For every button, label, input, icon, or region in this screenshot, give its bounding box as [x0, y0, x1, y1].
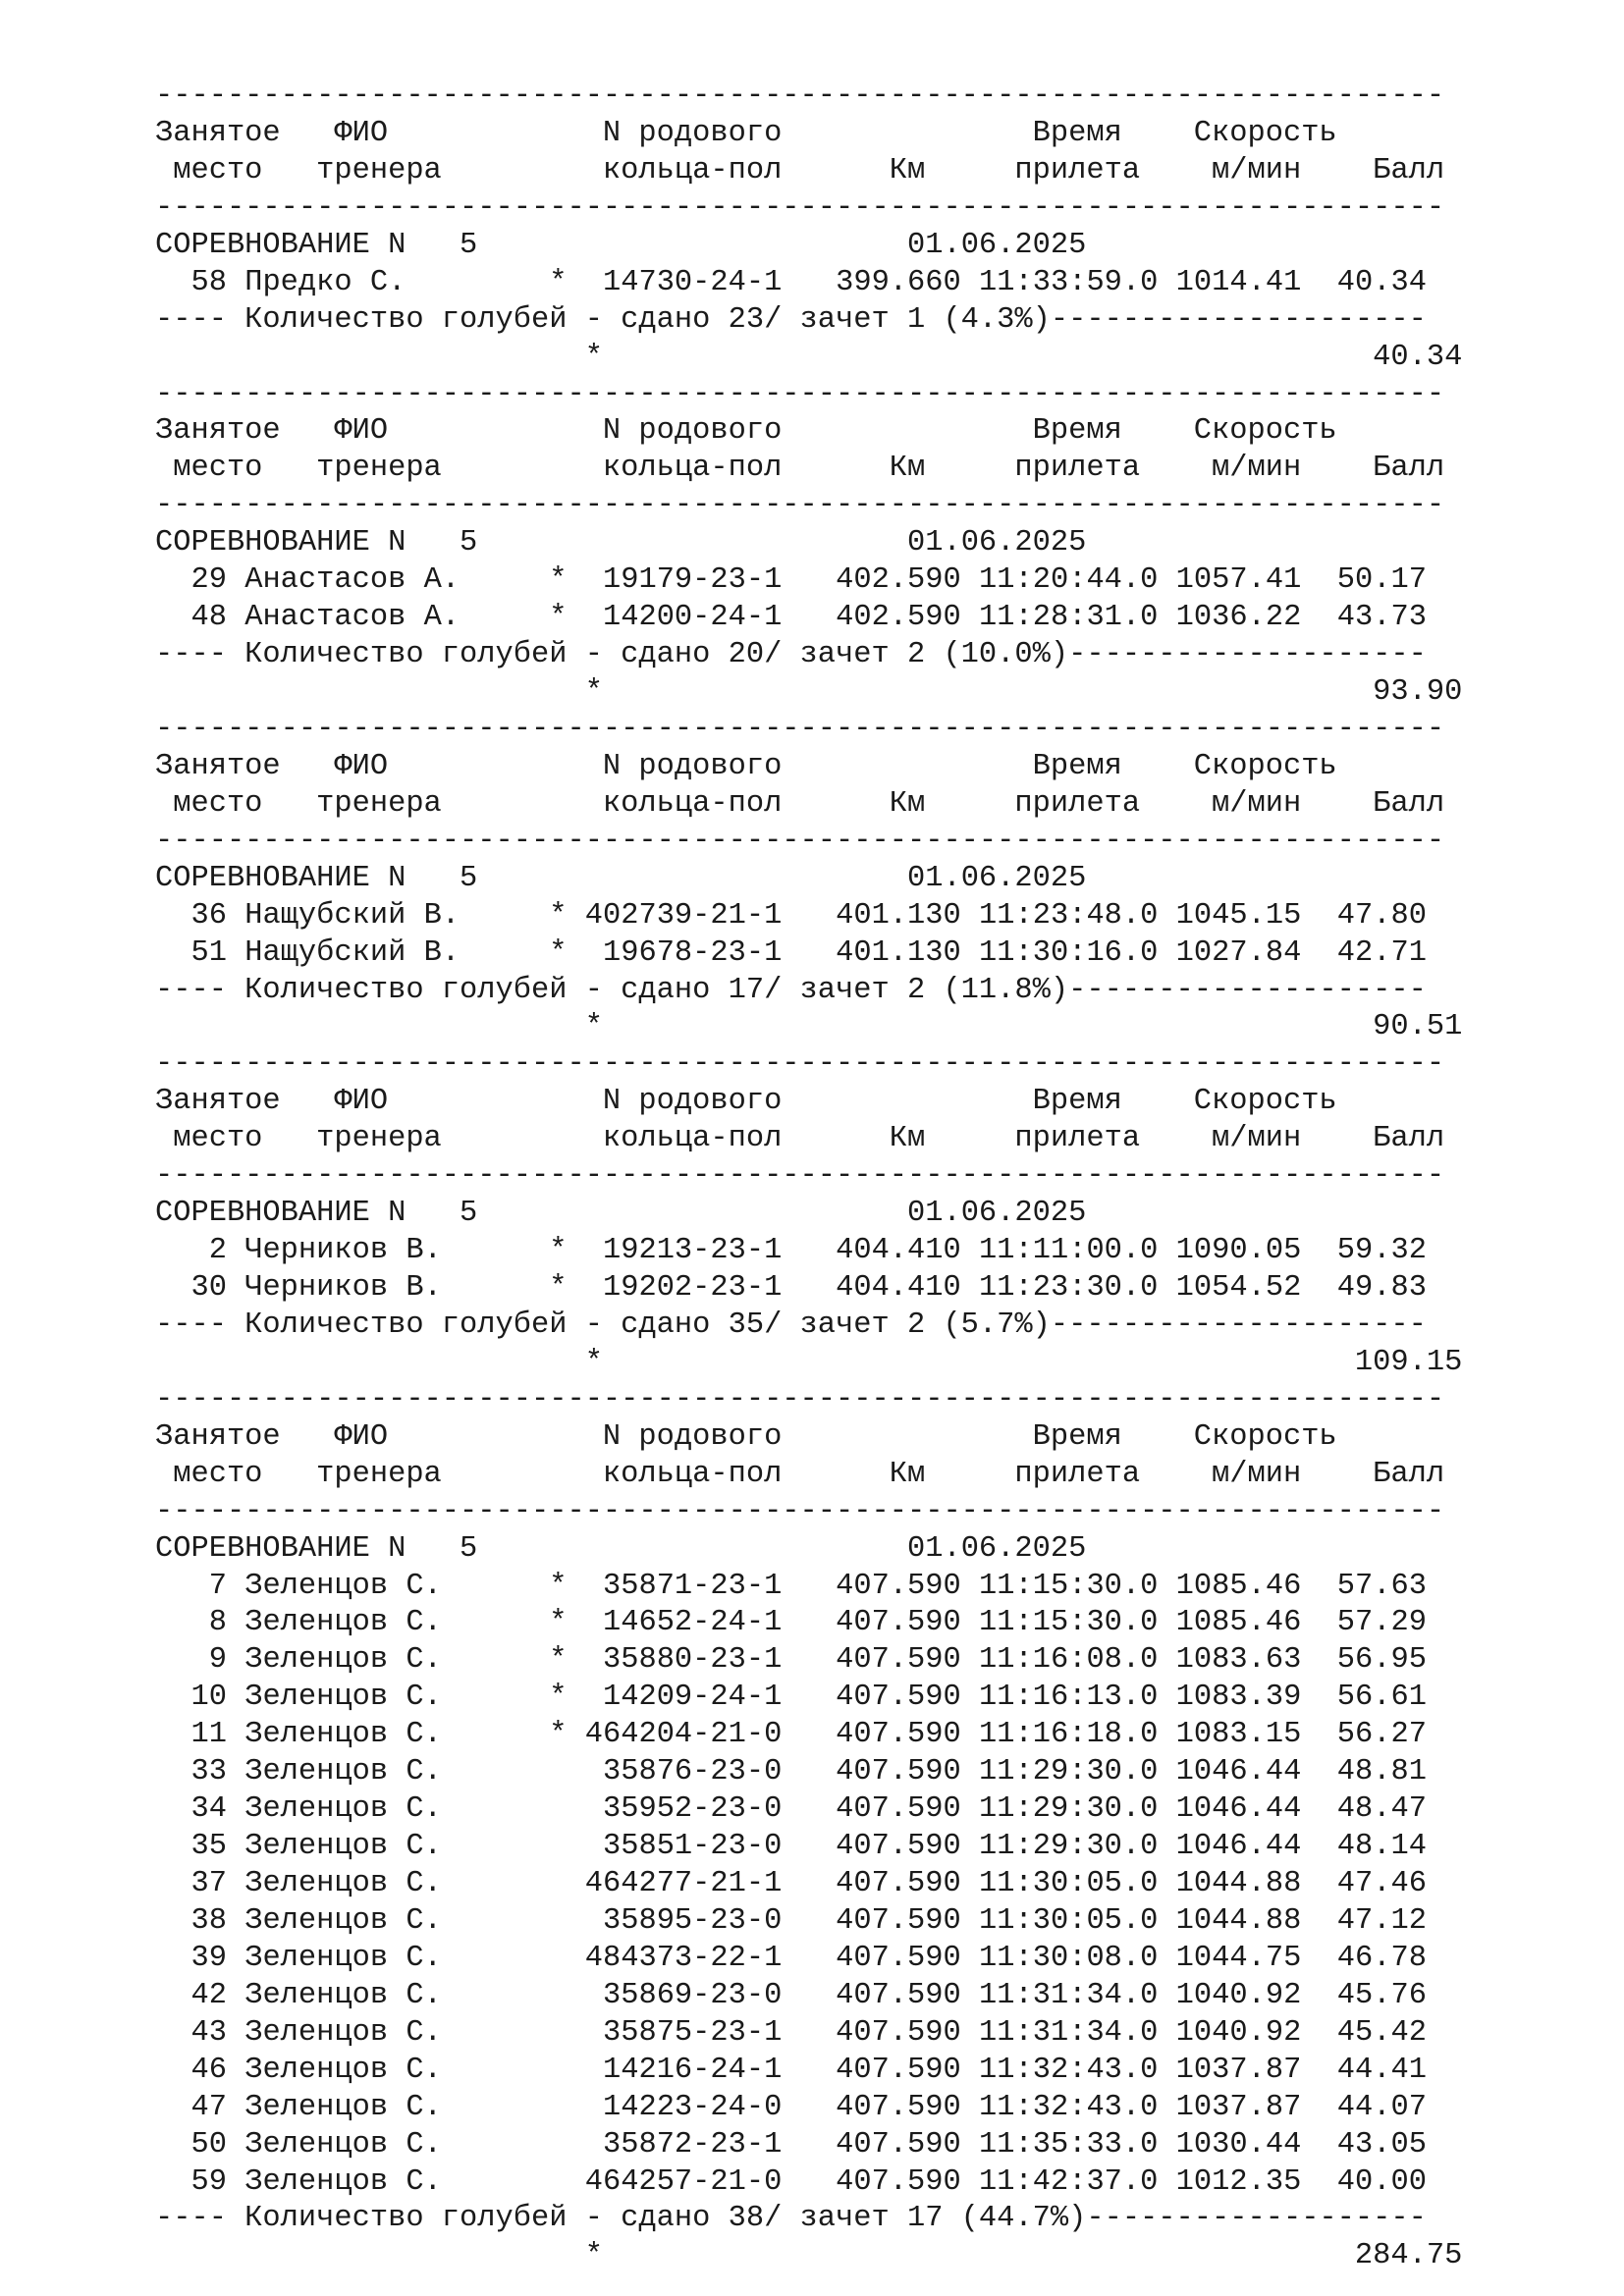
distance-km: 407.590 — [817, 2053, 961, 2087]
ring-number: 402739-21-1 — [584, 898, 783, 933]
arrival-time: 11:32:43.0 — [979, 2090, 1159, 2124]
result-row — [155, 600, 1462, 637]
trainer-name: Зеленцов С. — [244, 1755, 478, 1789]
star-mark: * — [495, 1718, 568, 1752]
arrival-time: 11:33:59.0 — [979, 265, 1159, 299]
distance-km: 407.590 — [817, 2127, 961, 2162]
result-row — [155, 2164, 1462, 2202]
distance-km: 407.590 — [817, 1978, 961, 2012]
pigeon-count-summary: ---- Количество голубей - сдано 23/ зачет 1 (4.3%)--------------------- — [155, 302, 1427, 337]
distance-km: 407.590 — [817, 2090, 961, 2124]
speed: 1044.75 — [1175, 1941, 1302, 1975]
group-total-points: 90.51 — [602, 1010, 1463, 1044]
total-star: * — [584, 1345, 603, 1379]
ring-number: 484373-22-1 — [584, 1941, 783, 1975]
result-row — [155, 1866, 1462, 1903]
result-row — [155, 265, 1462, 302]
place: 7 — [155, 1569, 227, 1603]
distance-km: 404.410 — [817, 1271, 961, 1305]
star-mark: * — [495, 898, 568, 933]
speed: 1054.52 — [1175, 1271, 1302, 1305]
place: 39 — [155, 1941, 227, 1975]
distance-km: 407.590 — [817, 1569, 961, 1603]
separator-line: ------------------------------------------------------------------------ — [155, 489, 1445, 523]
points: 57.63 — [1336, 1569, 1427, 1603]
points: 43.05 — [1336, 2127, 1427, 2162]
competition-title: СОРЕВНОВАНИЕ N 5 — [155, 526, 478, 561]
distance-km: 407.590 — [817, 2164, 961, 2199]
total-line — [155, 1009, 1462, 1046]
trainer-name: Зеленцов С. — [244, 1978, 478, 2012]
arrival-time: 11:42:37.0 — [979, 2164, 1159, 2199]
place: 47 — [155, 2090, 227, 2124]
trainer-name: Зеленцов С. — [244, 1830, 478, 1864]
star-mark — [496, 2054, 568, 2087]
arrival-time: 11:15:30.0 — [979, 1569, 1159, 1603]
column-header-row-1: Занятое ФИО N родового Время Скорость — [155, 414, 1337, 449]
arrival-time: 11:20:44.0 — [979, 563, 1159, 598]
arrival-time: 11:15:30.0 — [979, 1606, 1159, 1640]
trainer-name: Анастасов А. — [244, 563, 478, 598]
separator-line: ------------------------------------------------------------------------ — [155, 377, 1445, 411]
result-row — [155, 1270, 1462, 1308]
speed: 1046.44 — [1175, 1792, 1302, 1827]
ring-number: 19213-23-1 — [584, 1234, 783, 1268]
points: 49.83 — [1336, 1271, 1427, 1305]
trainer-name: Зеленцов С. — [244, 1606, 478, 1640]
result-row — [155, 2015, 1462, 2053]
star-mark — [496, 1942, 568, 1975]
ring-number: 14200-24-1 — [584, 601, 783, 635]
result-row — [155, 2053, 1462, 2090]
place: 42 — [155, 1978, 227, 2012]
group-total-points: 40.34 — [602, 340, 1463, 374]
points: 43.73 — [1336, 601, 1427, 635]
result-row — [155, 1754, 1462, 1791]
points: 44.07 — [1336, 2090, 1427, 2124]
trainer-name: Зеленцов С. — [244, 1792, 478, 1827]
separator-line: ------------------------------------------------------------------------ — [155, 1494, 1445, 1528]
points: 59.32 — [1336, 1234, 1427, 1268]
total-star: * — [584, 340, 603, 374]
ring-number: 35871-23-1 — [584, 1569, 783, 1603]
place: 10 — [155, 1681, 227, 1715]
star-mark — [496, 2165, 568, 2199]
place: 11 — [155, 1718, 227, 1752]
result-row — [155, 1680, 1462, 1717]
distance-km: 407.590 — [817, 1643, 961, 1678]
place: 58 — [155, 265, 227, 299]
ring-number: 14216-24-1 — [584, 2053, 783, 2087]
place: 34 — [155, 1792, 227, 1827]
star-mark — [496, 1867, 568, 1900]
points: 40.00 — [1336, 2164, 1427, 2199]
ring-number: 19678-23-1 — [584, 935, 783, 970]
ring-number: 464257-21-0 — [584, 2164, 783, 2199]
total-line — [155, 340, 1462, 377]
ring-number: 14223-24-0 — [584, 2090, 783, 2124]
competition-date: 01.06.2025 — [906, 228, 1087, 262]
result-row — [155, 1941, 1462, 1978]
trainer-name: Зеленцов С. — [244, 1718, 478, 1752]
place: 30 — [155, 1271, 227, 1305]
competition-line — [155, 228, 1462, 265]
distance-km: 402.590 — [817, 601, 961, 635]
distance-km: 407.590 — [817, 1903, 961, 1938]
column-header-row-2: место тренера кольца-пол Км прилета м/мин Балл — [155, 153, 1445, 187]
points: 45.76 — [1336, 1978, 1427, 2012]
points: 48.47 — [1336, 1792, 1427, 1827]
place: 29 — [155, 563, 227, 598]
trainer-name: Зеленцов С. — [244, 1643, 478, 1678]
points: 56.95 — [1336, 1643, 1427, 1678]
pigeon-count-summary: ---- Количество голубей - сдано 35/ зачет 2 (5.7%)--------------------- — [155, 1308, 1427, 1342]
trainer-name: Черников В. — [244, 1234, 478, 1268]
column-header-row-2: место тренера кольца-пол Км прилета м/мин Балл — [155, 452, 1445, 486]
star-mark: * — [495, 1681, 568, 1715]
distance-km: 407.590 — [817, 2015, 961, 2050]
arrival-time: 11:16:08.0 — [979, 1643, 1159, 1678]
result-row — [155, 562, 1462, 600]
arrival-time: 11:30:05.0 — [979, 1867, 1159, 1900]
points: 50.17 — [1336, 563, 1427, 598]
trainer-name: Нащубский В. — [244, 935, 478, 970]
star-mark: * — [495, 1234, 568, 1268]
place: 36 — [155, 898, 227, 933]
star-mark: * — [495, 1606, 568, 1640]
arrival-time: 11:11:00.0 — [979, 1234, 1159, 1268]
points: 47.12 — [1336, 1903, 1427, 1938]
points: 48.81 — [1336, 1755, 1427, 1789]
place: 9 — [155, 1643, 227, 1678]
arrival-time: 11:28:31.0 — [979, 601, 1159, 635]
speed: 1083.39 — [1175, 1681, 1302, 1715]
points: 57.29 — [1336, 1606, 1427, 1640]
place: 46 — [155, 2053, 227, 2087]
competition-title: СОРЕВНОВАНИЕ N 5 — [155, 1197, 478, 1231]
distance-km: 407.590 — [817, 1867, 961, 1900]
place: 51 — [155, 935, 227, 970]
place: 2 — [155, 1234, 227, 1268]
star-mark: * — [495, 265, 568, 299]
arrival-time: 11:32:43.0 — [979, 2053, 1159, 2087]
column-header-row-2: место тренера кольца-пол Км прилета м/мин Балл — [155, 1122, 1445, 1156]
speed: 1083.63 — [1175, 1643, 1302, 1678]
column-header-row-2: место тренера кольца-пол Км прилета м/мин Балл — [155, 786, 1445, 821]
speed: 1040.92 — [1175, 2015, 1302, 2050]
result-row — [155, 1903, 1462, 1941]
arrival-time: 11:29:30.0 — [979, 1792, 1159, 1827]
place: 38 — [155, 1903, 227, 1938]
competition-date: 01.06.2025 — [906, 526, 1087, 561]
distance-km: 402.590 — [817, 563, 961, 598]
speed: 1030.44 — [1175, 2127, 1302, 2162]
place: 37 — [155, 1867, 227, 1900]
trainer-name: Зеленцов С. — [244, 2164, 478, 2199]
ring-number: 35880-23-1 — [584, 1643, 783, 1678]
trainer-name: Зеленцов С. — [244, 1569, 478, 1603]
total-line — [155, 2238, 1462, 2275]
star-mark — [496, 1792, 568, 1826]
trainer-name: Зеленцов С. — [244, 2127, 478, 2162]
distance-km: 407.590 — [817, 1792, 961, 1827]
separator-line: ------------------------------------------------------------------------ — [155, 190, 1445, 225]
total-star: * — [584, 675, 603, 709]
distance-km: 407.590 — [817, 1718, 961, 1752]
column-header-row-2: место тренера кольца-пол Км прилета м/мин Балл — [155, 1457, 1445, 1491]
place: 48 — [155, 601, 227, 635]
speed: 1027.84 — [1175, 935, 1302, 970]
group-total-points: 109.15 — [602, 1345, 1463, 1379]
arrival-time: 11:30:08.0 — [979, 1941, 1159, 1975]
speed: 1037.87 — [1175, 2090, 1302, 2124]
speed: 1036.22 — [1175, 601, 1302, 635]
result-row — [155, 2090, 1462, 2127]
trainer-name: Зеленцов С. — [244, 2090, 478, 2124]
speed: 1085.46 — [1175, 1569, 1302, 1603]
speed: 1090.05 — [1175, 1234, 1302, 1268]
points: 40.34 — [1336, 265, 1427, 299]
result-row — [155, 935, 1462, 973]
speed: 1012.35 — [1175, 2164, 1302, 2199]
trainer-name: Предко С. — [244, 265, 478, 299]
result-row — [155, 1791, 1462, 1829]
distance-km: 407.590 — [817, 1606, 961, 1640]
pigeon-count-summary: ---- Количество голубей - сдано 20/ зачет 2 (10.0%)-------------------- — [155, 638, 1427, 672]
speed: 1040.92 — [1175, 1978, 1302, 2012]
ring-number: 14730-24-1 — [584, 265, 783, 299]
points: 44.41 — [1336, 2053, 1427, 2087]
arrival-time: 11:35:33.0 — [979, 2127, 1159, 2162]
distance-km: 404.410 — [817, 1234, 961, 1268]
column-header-row-1: Занятое ФИО N родового Время Скорость — [155, 749, 1337, 783]
ring-number: 35872-23-1 — [584, 2127, 783, 2162]
column-header-row-1: Занятое ФИО N родового Время Скорость — [155, 1085, 1337, 1119]
arrival-time: 11:16:13.0 — [979, 1681, 1159, 1715]
speed: 1014.41 — [1175, 265, 1302, 299]
trainer-name: Зеленцов С. — [244, 1867, 478, 1900]
total-star: * — [584, 2239, 603, 2273]
arrival-time: 11:31:34.0 — [979, 1978, 1159, 2012]
place: 35 — [155, 1830, 227, 1864]
result-row — [155, 1642, 1462, 1680]
points: 47.46 — [1336, 1867, 1427, 1900]
points: 45.42 — [1336, 2015, 1427, 2050]
points: 48.14 — [1336, 1830, 1427, 1864]
group-total-points: 284.75 — [602, 2239, 1463, 2273]
result-row — [155, 1829, 1462, 1866]
competition-line — [155, 861, 1462, 898]
star-mark: * — [495, 935, 568, 970]
separator-line: ------------------------------------------------------------------------ — [155, 1382, 1445, 1416]
trainer-name: Анастасов А. — [244, 601, 478, 635]
star-mark — [496, 1904, 568, 1938]
ring-number: 35869-23-0 — [584, 1978, 783, 2012]
results-report — [155, 79, 1462, 2275]
place: 8 — [155, 1606, 227, 1640]
points: 42.71 — [1336, 935, 1427, 970]
competition-date: 01.06.2025 — [906, 861, 1087, 895]
competition-title: СОРЕВНОВАНИЕ N 5 — [155, 1531, 478, 1566]
distance-km: 407.590 — [817, 1941, 961, 1975]
speed: 1083.15 — [1175, 1718, 1302, 1752]
points: 47.80 — [1336, 898, 1427, 933]
star-mark: * — [495, 1271, 568, 1305]
ring-number: 35952-23-0 — [584, 1792, 783, 1827]
ring-number: 35851-23-0 — [584, 1830, 783, 1864]
place: 43 — [155, 2015, 227, 2050]
arrival-time: 11:23:30.0 — [979, 1271, 1159, 1305]
star-mark: * — [495, 1569, 568, 1603]
ring-number: 35876-23-0 — [584, 1755, 783, 1789]
distance-km: 401.130 — [817, 935, 961, 970]
distance-km: 407.590 — [817, 1830, 961, 1864]
place: 33 — [155, 1755, 227, 1789]
result-row — [155, 2127, 1462, 2164]
speed: 1046.44 — [1175, 1755, 1302, 1789]
arrival-time: 11:23:48.0 — [979, 898, 1159, 933]
ring-number: 14209-24-1 — [584, 1681, 783, 1715]
star-mark — [496, 1979, 568, 2012]
points: 56.27 — [1336, 1718, 1427, 1752]
speed: 1057.41 — [1175, 563, 1302, 598]
competition-line — [155, 1196, 1462, 1233]
separator-line: ------------------------------------------------------------------------ — [155, 1047, 1445, 1082]
total-line — [155, 1345, 1462, 1382]
arrival-time: 11:16:18.0 — [979, 1718, 1159, 1752]
arrival-time: 11:29:30.0 — [979, 1755, 1159, 1789]
ring-number: 19202-23-1 — [584, 1271, 783, 1305]
ring-number: 35875-23-1 — [584, 2015, 783, 2050]
star-mark — [496, 2016, 568, 2050]
result-row — [155, 1233, 1462, 1270]
result-row — [155, 1569, 1462, 1606]
trainer-name: Зеленцов С. — [244, 1681, 478, 1715]
arrival-time: 11:30:16.0 — [979, 935, 1159, 970]
ring-number: 464277-21-1 — [584, 1867, 783, 1900]
speed: 1045.15 — [1175, 898, 1302, 933]
speed: 1046.44 — [1175, 1830, 1302, 1864]
result-row — [155, 1717, 1462, 1754]
speed: 1044.88 — [1175, 1903, 1302, 1938]
ring-number: 464204-21-0 — [584, 1718, 783, 1752]
star-mark — [496, 2091, 568, 2124]
ring-number: 35895-23-0 — [584, 1903, 783, 1938]
ring-number: 19179-23-1 — [584, 563, 783, 598]
star-mark: * — [495, 601, 568, 635]
result-row — [155, 1978, 1462, 2015]
distance-km: 399.660 — [817, 265, 961, 299]
competition-line — [155, 525, 1462, 562]
speed: 1037.87 — [1175, 2053, 1302, 2087]
group-total-points: 93.90 — [602, 675, 1463, 709]
pigeon-count-summary: ---- Количество голубей - сдано 38/ зачет 17 (44.7%)------------------- — [155, 2202, 1427, 2236]
competition-title: СОРЕВНОВАНИЕ N 5 — [155, 228, 478, 262]
trainer-name: Зеленцов С. — [244, 2053, 478, 2087]
distance-km: 407.590 — [817, 1755, 961, 1789]
arrival-time: 11:29:30.0 — [979, 1830, 1159, 1864]
star-mark — [496, 1755, 568, 1789]
competition-date: 01.06.2025 — [906, 1531, 1087, 1566]
points: 56.61 — [1336, 1681, 1427, 1715]
result-row — [155, 898, 1462, 935]
star-mark — [496, 1830, 568, 1863]
total-line — [155, 674, 1462, 712]
result-row — [155, 1605, 1462, 1642]
speed: 1085.46 — [1175, 1606, 1302, 1640]
star-mark — [496, 2128, 568, 2162]
points: 46.78 — [1336, 1941, 1427, 1975]
ring-number: 14652-24-1 — [584, 1606, 783, 1640]
separator-line: ------------------------------------------------------------------------ — [155, 1159, 1445, 1194]
pigeon-count-summary: ---- Количество голубей - сдано 17/ зачет 2 (11.8%)-------------------- — [155, 973, 1427, 1007]
star-mark: * — [495, 563, 568, 598]
trainer-name: Зеленцов С. — [244, 1903, 478, 1938]
competition-title: СОРЕВНОВАНИЕ N 5 — [155, 861, 478, 895]
trainer-name: Зеленцов С. — [244, 1941, 478, 1975]
distance-km: 407.590 — [817, 1681, 961, 1715]
separator-line: ------------------------------------------------------------------------ — [155, 824, 1445, 858]
competition-date: 01.06.2025 — [906, 1197, 1087, 1231]
arrival-time: 11:30:05.0 — [979, 1903, 1159, 1938]
trainer-name: Зеленцов С. — [244, 2015, 478, 2050]
arrival-time: 11:31:34.0 — [979, 2015, 1159, 2050]
place: 50 — [155, 2127, 227, 2162]
place: 59 — [155, 2164, 227, 2199]
separator-line: ------------------------------------------------------------------------ — [155, 80, 1445, 113]
competition-line — [155, 1531, 1462, 1569]
trainer-name: Черников В. — [244, 1271, 478, 1305]
trainer-name: Нащубский В. — [244, 898, 478, 933]
column-header-row-1: Занятое ФИО N родового Время Скорость — [155, 116, 1337, 150]
total-star: * — [584, 1010, 603, 1044]
column-header-row-1: Занятое ФИО N родового Время Скорость — [155, 1419, 1337, 1454]
speed: 1044.88 — [1175, 1867, 1302, 1900]
separator-line: ------------------------------------------------------------------------ — [155, 712, 1445, 746]
distance-km: 401.130 — [817, 898, 961, 933]
star-mark: * — [495, 1643, 568, 1678]
